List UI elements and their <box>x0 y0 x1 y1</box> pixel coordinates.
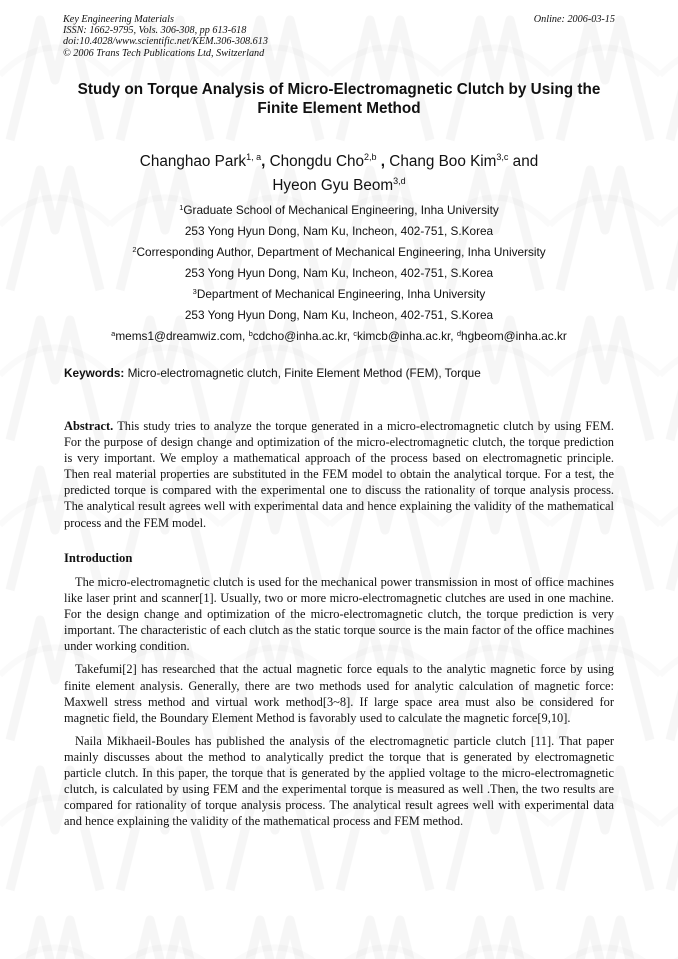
author-name: Hyeon Gyu Beom <box>272 177 394 194</box>
online-date: Online: 2006-03-15 <box>533 14 615 25</box>
email-address[interactable]: cdcho@inha.ac.kr, <box>252 329 354 343</box>
journal-name: Key Engineering Materials <box>63 14 174 25</box>
introduction-paragraph: Naila Mikhaeil-Boules has published the analysis of the electromagnetic particle clutch [11]. That paper mainly discusses about the method to analytically predict the torque that is generated by electromagnetic particle clutch. In this paper, the torque that is generated by the applied voltage to the micro-electromagnetic clutch, is calculated by using FEM and the experimental torque is measured as well .Then, the two results are compared for rationality of torque analysis process. The analytical result agrees well with experimental data and hence explaining the validity of the mathematical process and FEM method. <box>64 733 614 829</box>
affiliation-mark: 2 <box>132 245 137 254</box>
affiliation-2 <box>40 242 638 263</box>
abstract <box>64 418 614 531</box>
email-mark: d <box>456 329 462 338</box>
section-heading-introduction: Introduction <box>64 551 133 565</box>
affiliation-mark: 3 <box>192 287 197 296</box>
keywords-text: Micro-electromagnetic clutch, Finite Element Method (FEM), Torque <box>124 366 481 380</box>
affiliation-text: Graduate School of Mechanical Engineering, Inha University <box>183 203 499 217</box>
introduction-body <box>64 574 614 836</box>
paper-title <box>50 80 628 118</box>
email-mark: a <box>111 329 116 338</box>
author-affil-mark: 2,b <box>364 152 377 162</box>
author-line-2 <box>40 174 638 198</box>
affiliation-text: Corresponding Author, Department of Mechanical Engineering, Inha University <box>136 245 546 259</box>
author-separator: , <box>376 153 390 170</box>
abstract-text: This study tries to analyze the torque generated in a micro-electromagnetic clutch by using FEM. For the purpose of design change and optimization of the micro-electromagnetic clutch, the torque prediction is very important. We employ a mathematical approach of the process based on electromagnetic principle. Then real material properties are substituted in the FEM model to obtain the analytical torque. For a test, the predicted torque is compared with the experimental one to discuss the rationality of torque analysis process. The analytical result agrees well with experimental data and hence explaining the validity of the mathematical process and the FEM model. <box>64 419 614 530</box>
doi-line: doi:10.4028/www.scientific.net/KEM.306-308.613 <box>63 36 268 48</box>
introduction-paragraph: The micro-electromagnetic clutch is used for the mechanical power transmission in most of office machines like laser print and scanner[1]. Usually, two or more micro-electromagnetic clutches are used in one machine. For the design change and optimization of the micro-electromagnetic clutch, the torque prediction is very important. The characteristic of each clutch as the static torque source is the main factor of the office machines under working condition. <box>64 575 614 654</box>
author-affil-mark: 1, a <box>246 152 262 162</box>
keywords-line <box>64 366 614 381</box>
copyright-line: © 2006 Trans Tech Publications Ltd, Switzerland <box>63 47 265 59</box>
affiliation-3-address: 253 Yong Hyun Dong, Nam Ku, Incheon, 402-751, S.Korea <box>184 308 494 322</box>
author-list <box>40 150 638 198</box>
author-affil-mark: 3,d <box>393 176 406 186</box>
email-address[interactable]: kimcb@inha.ac.kr, <box>357 329 457 343</box>
email-mark: b <box>248 329 253 338</box>
email-mark: c <box>353 329 358 338</box>
author-separator: , <box>261 153 270 170</box>
author-conjunction: and <box>508 153 539 170</box>
email-list <box>40 326 638 347</box>
author-affil-mark: 3,c <box>496 152 509 162</box>
author-line-1 <box>40 150 638 174</box>
author-name: Chang Boo Kim <box>389 153 497 170</box>
issn-line: ISSN: 1662-9795, Vols. 306-308, pp 613-618 <box>63 25 247 37</box>
title-line-1: Study on Torque Analysis of Micro-Electromagnetic Clutch by Using the <box>77 81 601 98</box>
journal-meta <box>63 14 615 59</box>
introduction-paragraph: Takefumi[2] has researched that the actual magnetic force equals to the analytic magnetic force by using finite element analysis. Generally, there are two methods used for analytic calculation of magnetic force: Maxwell stress method and virtual work method[3~8]. If large space area must also be considered for magnetic field, the Boundary Element Method is favorably used to calculate the magnetic force[9,10]. <box>64 662 614 725</box>
email-address[interactable]: mems1@dreamwiz.com, <box>115 329 249 343</box>
title-line-2: Finite Element Method <box>257 100 421 117</box>
affiliation-1 <box>40 200 638 221</box>
affiliation-text: Department of Mechanical Engineering, Inha University <box>196 287 486 301</box>
abstract-label: Abstract. <box>64 419 114 433</box>
author-name: Chongdu Cho <box>269 153 365 170</box>
affiliations <box>40 200 638 347</box>
affiliation-mark: 1 <box>179 203 184 212</box>
affiliation-2-address: 253 Yong Hyun Dong, Nam Ku, Incheon, 402-751, S.Korea <box>184 266 494 280</box>
keywords-label: Keywords: <box>64 366 125 380</box>
affiliation-1-address: 253 Yong Hyun Dong, Nam Ku, Incheon, 402-751, S.Korea <box>184 224 494 238</box>
email-address[interactable]: hgbeom@inha.ac.kr <box>461 329 567 343</box>
affiliation-3 <box>40 284 638 305</box>
author-name: Changhao Park <box>139 153 247 170</box>
